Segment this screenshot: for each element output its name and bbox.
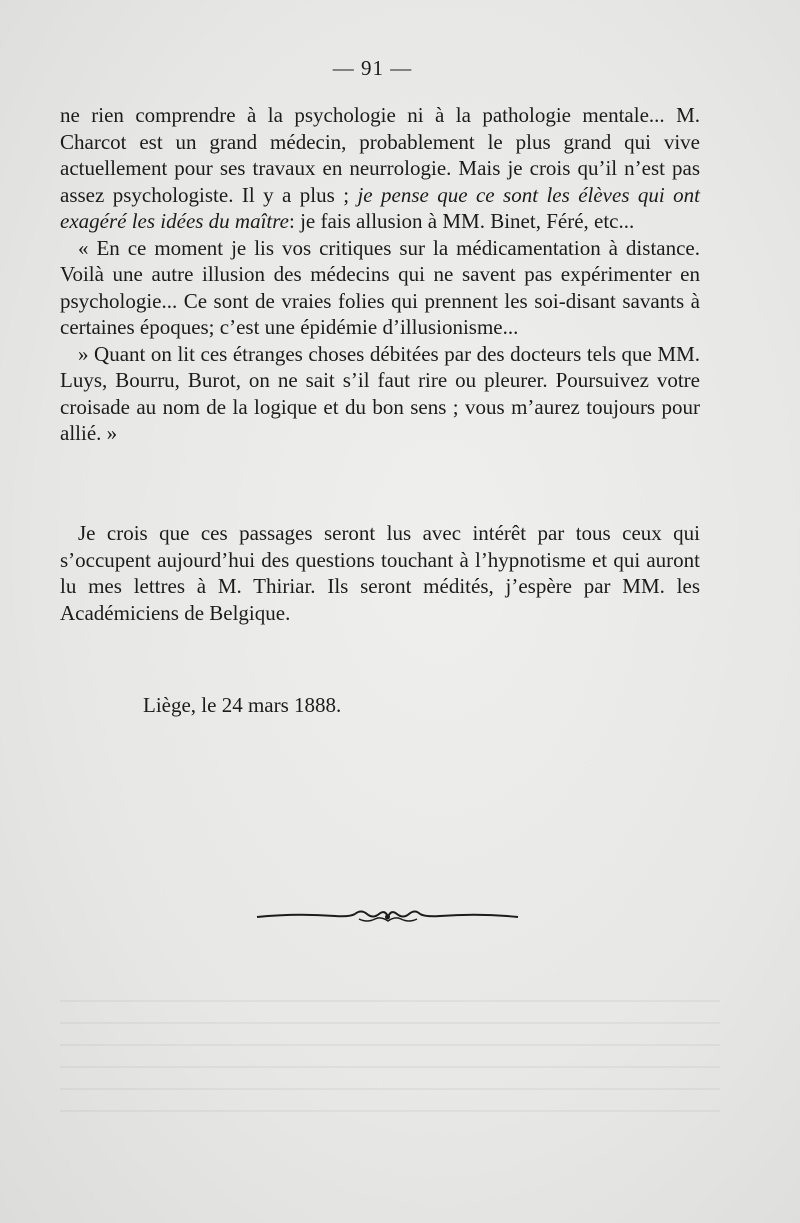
paragraph-1-text-b: : je fais allusion à MM. Binet, Féré, etc... xyxy=(288,209,635,233)
main-text-block xyxy=(60,102,700,447)
paragraph-3: » Quant on lit ces étranges choses débitées par des docteurs tels que MM. Luys, Bourru, Burot, on ne sait s’il faut rire ou pleurer. Poursuivez votre croisade au nom de la logique et du bon sens ; vous m’aurez toujours pour allié. » xyxy=(60,341,700,445)
show-through-text xyxy=(60,1000,720,1120)
fleuron-ornament xyxy=(255,905,520,929)
paragraph-1-text-a: ne rien comprendre à la psychologie ni à la pathologie mentale... M. Charcot est un grand médecin, probablement le plus grand qui vive actuellement pour ses travaux en neurrologie. Mais je crois qu’il n’est pas assez psychologiste. Il y a plus ; xyxy=(60,103,700,207)
paragraph-1-italic-quote: je pense que ce sont les élèves qui ont exagéré les idées du maître xyxy=(60,182,700,233)
paragraph-1 xyxy=(60,102,700,235)
page-number: — 91 — xyxy=(332,56,413,80)
paragraph-4: Je crois que ces passages seront lus avec intérêt par tous ceux qui s’occupent aujourd’hui des questions touchant à l’hypnotisme et qui auront lu mes lettres à M. Thiriar. Ils seront médités, j’espère par MM. les Académiciens de Belgique. xyxy=(60,521,700,625)
dateline: Liège, le 24 mars 1888. xyxy=(143,693,342,717)
paragraph-2: « En ce moment je lis vos critiques sur la médicamentation à distance. Voilà une autre illusion des médecins qui ne savent pas expérimenter en psychologie... Ce sont de vraies folies qui prennent les soi-disant savants à certaines époques; c’est une épidémie d’illusionisme... xyxy=(60,235,700,339)
closing-text-block xyxy=(60,520,700,626)
